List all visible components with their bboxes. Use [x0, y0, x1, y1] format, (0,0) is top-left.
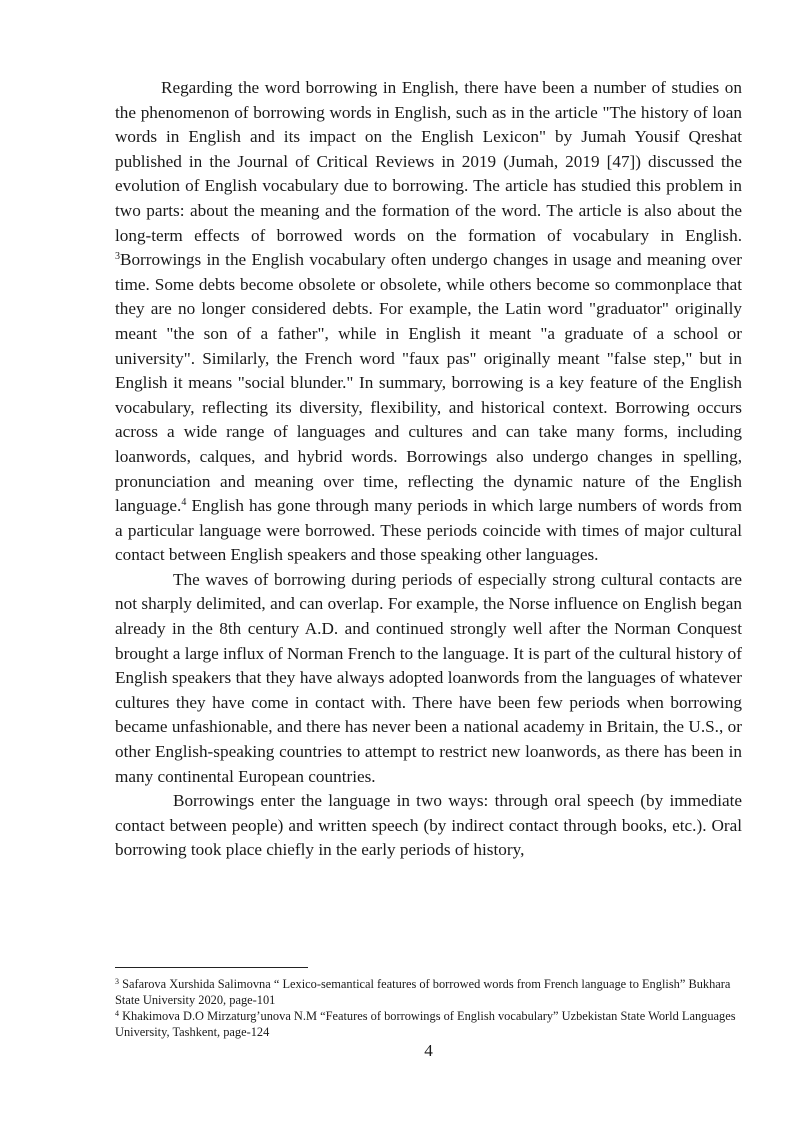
- paragraph-1-part-a: Regarding the word borrowing in English, there have been a number of studies on the phenomenon of borrowing words in English, such as in the article "The history of loan words in English and its impact on the English Lexicon" by Jumah Yousif Qreshat published in the Journal of Critical Reviews in 2019 (Jumah, 2019 [47]) discussed the evolution of English vocabulary due to borrowing. The article has studied this problem in two parts: about the meaning and the formation of the word. The article is also about the long-term effects of borrowed words on the formation of vocabulary in English.: [115, 78, 742, 245]
- paragraph-3: Borrowings enter the language in two ways: through oral speech (by immediate contact between people) and written speech (by indirect contact through books, etc.). Oral borrowing took place chiefly in the early periods of history,: [115, 791, 742, 860]
- footnote-mark-4: 4: [115, 1009, 119, 1018]
- footnote-3: [115, 976, 742, 1008]
- body-text: [115, 76, 742, 863]
- page-number: 4: [424, 1041, 433, 1060]
- footnote-ref-3[interactable]: 3: [115, 251, 120, 263]
- paragraph-1-part-c: English has gone through many periods in which large numbers of words from a particular language were borrowed. These periods coincide with times of major cultural contact between English speakers and those speaking other languages.: [115, 496, 742, 565]
- footnotes: [115, 976, 742, 1040]
- footnote-ref-4[interactable]: 4: [181, 497, 187, 509]
- footnote-mark-3: 3: [115, 977, 119, 986]
- paragraph-2: The waves of borrowing during periods of especially strong cultural contacts are not sharply delimited, and can overlap. For example, the Norse influence on English began already in the 8th century A.D. and continued strongly well after the Norman Conquest brought a large influx of Norman French to the language. It is part of the cultural history of English speakers that they have always adopted loanwords from the languages of whatever cultures they have come in contact with. There have been few periods when borrowing became unfashionable, and there has never been a national academy in Britain, the U.S., or other English-speaking countries to attempt to restrict new loanwords, as there has been in many continental European countries.: [115, 569, 742, 786]
- footnote-4: [115, 1008, 742, 1040]
- paragraph-1: [115, 76, 742, 568]
- footnote-text-3: Safarova Xurshida Salimovna “ Lexico-semantical features of borrowed words from French language to English” Bukhara State University 2020, page-101: [115, 977, 731, 1007]
- footnote-separator: [115, 967, 308, 968]
- paragraph-1-part-b: Borrowings in the English vocabulary often undergo changes in usage and meaning over time. Some debts become obsolete or obsolete, while others become so commonplace that they are no longer considered debts. For example, the Latin word "graduator" originally meant "the son of a father", while in English it meant "a graduate of a school or university". Similarly, the French word "faux pas" originally meant "false step," but in English it means "social blunder." In summary, borrowing is a key feature of the English vocabulary, reflecting its diversity, flexibility, and historical context. Borrowing occurs across a wide range of languages and cultures and can take many forms, including loanwords, calques, and hybrid words. Borrowings also undergo changes in spelling, pronunciation and meaning over time, reflecting the dynamic nature of the English language.: [115, 250, 742, 516]
- footnote-text-4: Khakimova D.O Mirzaturg’unova N.M “Features of borrowings of English vocabulary” Uzbekistan State World Languages University, Tashkent, page-124: [115, 1009, 736, 1039]
